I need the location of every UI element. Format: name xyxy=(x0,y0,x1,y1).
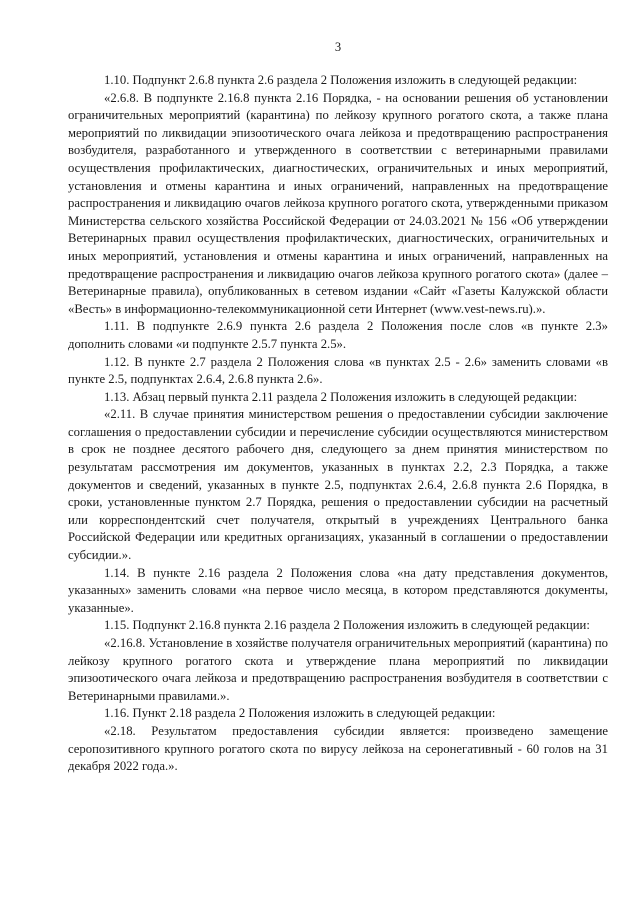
paragraph-1-12: 1.12. В пункте 2.7 раздела 2 Положения слова «в пунктах 2.5 - 2.6» заменить словами «в пункте 2.5, подпунктах 2.6.4, 2.6.8 пункта 2.6». xyxy=(68,354,608,387)
document-page xyxy=(68,40,608,776)
paragraph-2-16-8-text: «2.16.8. Установление в хозяйстве получателя ограничительных мероприятий (карантина) по лейкозу крупного рогатого скота и утверждение плана мероприятий по ликвидации эпизоотического очага лейкоза и предотвращению распространения возбудителя в соответствии с Ветеринарными правилами.». xyxy=(68,636,608,703)
paragraph-1-11: 1.11. В подпункте 2.6.9 пункта 2.6 раздела 2 Положения после слов «в пункте 2.3» дополнить словами «и подпункте 2.5.7 пункта 2.5». xyxy=(68,319,608,351)
paragraph-2-11-text: «2.11. В случае принятия министерством решения о предоставлении субсидии заключение соглашения о предоставлении субсидии и перечисление субсидии осуществляются министерством в срок не позднее десятого рабочего дня, следующего за днем принятия министерством по результатам рассмотрения им документов, указанных в пунктах 2.2, 2.3 Порядка, а также документов и сведений, указанных в пункте 2.5, подпунктах 2.6.4, 2.6.8 пункта 2.6 Порядка, в сроки, установленные пунктом 2.7 Порядка, решения о предоставлении субсидии на расчетный или корреспондентский счет получателя, открытый в учреждениях Центрального банка Российской Федерации или кредитных организациях, указанный в соглашении о предоставлении субсидии.». xyxy=(68,407,608,563)
paragraph-2-6-8-text: «2.6.8. В подпункте 2.16.8 пункта 2.16 Порядка, - на основании решения об установлении ограничительных мероприятий (карантина) по лейкозу крупного рогатого скота, а также плана мероприятий по ликвидации эпизоотического очага лейкоза и предотвращению распространения возбудителя, разработанного и утвержденного в соответствии с ветеринарными правилами осуществления профилактических, диагностических, ограничительных и иных мероприятий, установления и отмены карантина и иных ограничений, направленных на предотвращение распространения и ликвидацию очагов лейкоза крупного рогатого скота, утвержденными приказом Министерства сельского хозяйства Российской Федерации от 24.03.2021 № 156 «Об утверждении Ветеринарных правил осуществления профилактических, диагностических, ограничительных и иных мероприятий, установления и отмены карантина и иных ограничений, направленных на предотвращение распространения и ликвидацию очагов лейкоза крупного рогатого скота» (далее – Ветеринарные правила), опубликованных в сетевом издании «Сайт «Газеты Калужской области «Весть» в информационно-телекоммуникационной сети Интернет (www.vest-news.ru).». xyxy=(68,90,608,316)
paragraph-2-18-text: «2.18. Результатом предоставления субсидии является: произведено замещение серопозитивного крупного рогатого скота по вирусу лейкоза на серонегативный - 60 голов на 31 декабря 2022 года.». xyxy=(68,723,608,774)
paragraph-1-13: 1.13. Абзац первый пункта 2.11 раздела 2 Положения изложить в следующей редакции: xyxy=(104,389,578,404)
paragraph-1-16: 1.16. Пункт 2.18 раздела 2 Положения изложить в следующей редакции: xyxy=(104,706,496,721)
paragraph-1-14: 1.14. В пункте 2.16 раздела 2 Положения слова «на дату представления документов, указанных» заменить словами «на первое число месяца, в котором представляются документы, указанные». xyxy=(68,565,608,615)
paragraph-1-15: 1.15. Подпункт 2.16.8 пункта 2.16 раздела 2 Положения изложить в следующей редакции: xyxy=(104,618,590,633)
page-number: 3 xyxy=(334,40,342,54)
paragraph-1-10: 1.10. Подпункт 2.6.8 пункта 2.6 раздела 2 Положения изложить в следующей редакции: xyxy=(104,73,578,87)
